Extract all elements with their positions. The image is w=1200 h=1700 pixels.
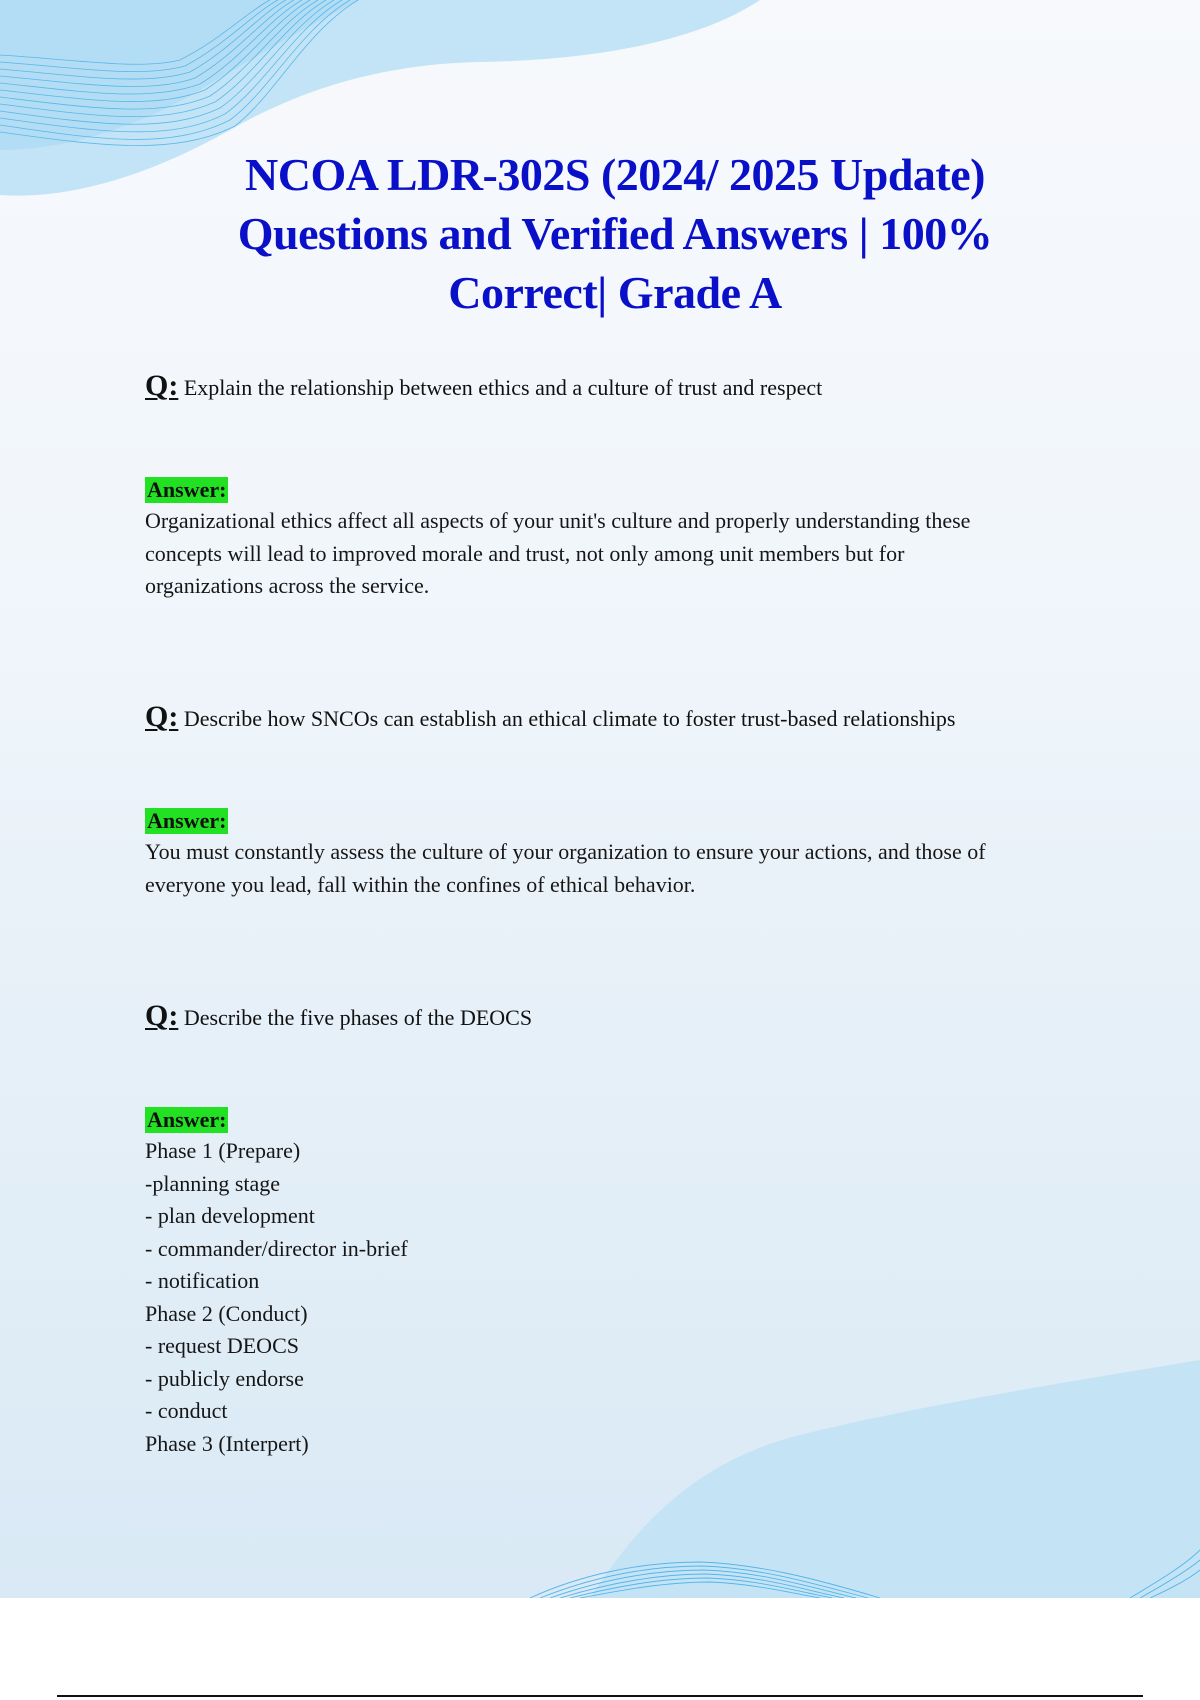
answer-line: You must constantly assess the culture of your organization to ensure your actions, and those of: [145, 839, 986, 864]
question-text: Explain the relationship between ethics and a culture of trust and respect: [183, 375, 823, 400]
answer-line: concepts will lead to improved morale and trust, not only among unit members but for: [145, 540, 905, 566]
question-3: [145, 999, 533, 1032]
answer-line: - publicly endorse: [145, 1365, 304, 1391]
answer-line: Organizational ethics affect all aspects of your unit's culture and properly understanding these: [145, 508, 971, 533]
question-1: [145, 369, 823, 402]
title-line-1: NCOA LDR-302S (2024/ 2025 Update): [245, 149, 985, 200]
answer-line: organizations across the service.: [145, 573, 430, 598]
title-line-2: Questions and Verified Answers | 100%: [237, 208, 993, 259]
answer-1: [145, 505, 1095, 603]
answer-line: -planning stage: [145, 1170, 281, 1196]
answer-line: Phase 2 (Conduct): [145, 1300, 308, 1326]
answer-label: Answer:: [147, 477, 227, 502]
question-label: Q:: [145, 999, 179, 1032]
question-label: Q:: [145, 369, 179, 402]
footer-divider: [57, 1695, 1143, 1697]
answer-2: [145, 836, 1095, 901]
title-line-3: Correct| Grade A: [448, 267, 782, 318]
answer-line: - plan development: [145, 1203, 315, 1228]
answer-line: - notification: [145, 1268, 260, 1293]
answer-line: Phase 1 (Prepare): [145, 1138, 301, 1163]
answer-line: - conduct: [145, 1398, 228, 1423]
question-2: [145, 700, 956, 733]
answer-3: [145, 1135, 1095, 1460]
answer-line: - commander/director in-brief: [145, 1235, 408, 1261]
answer-line: everyone you lead, fall within the confines of ethical behavior.: [145, 871, 696, 897]
question-text: Describe the five phases of the DEOCS: [183, 1005, 533, 1030]
answer-line: - request DEOCS: [145, 1333, 299, 1358]
document-title: [150, 145, 1080, 322]
question-label: Q:: [145, 700, 179, 733]
answer-line: Phase 3 (Interpert): [145, 1430, 309, 1456]
answer-label: Answer:: [147, 1107, 227, 1132]
question-text: Describe how SNCOs can establish an ethical climate to foster trust-based relationships: [183, 706, 956, 731]
answer-label: Answer:: [147, 808, 227, 833]
